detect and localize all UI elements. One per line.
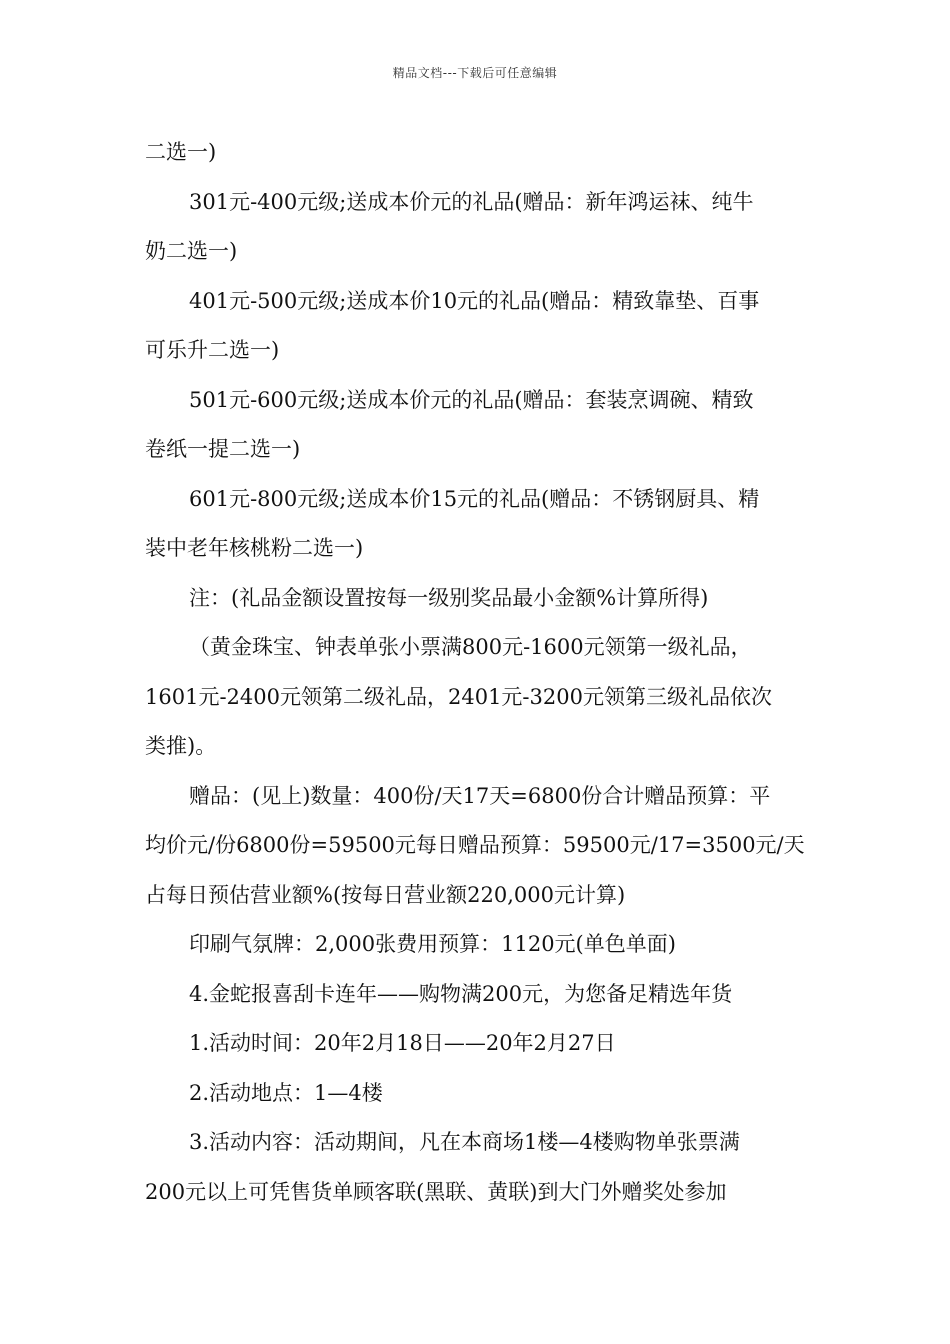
paragraph-line: 赠品：(见上)数量：400份/天17天=6800份合计赠品预算：平 (189, 783, 771, 808)
paragraph-line: 501元-600元级;送成本价元的礼品(赠品：套装烹调碗、精致 (189, 387, 754, 412)
list-item: 1.活动时间：20年2月18日——20年2月27日 (189, 1031, 616, 1055)
paragraph-line: 奶二选一) (145, 239, 238, 263)
section-heading: 4.金蛇报喜刮卡连年——购物满200元，为您备足精选年货 (189, 981, 733, 1006)
paragraph-line: 601元-800元级;送成本价15元的礼品(赠品：不锈钢厨具、精 (189, 486, 760, 511)
paragraph-line: 类推)。 (145, 734, 217, 758)
paragraph-line: 占每日预估营业额%(按每日营业额220,000元计算) (145, 882, 626, 907)
paragraph-line: 均价元/份6800份=59500元每日赠品预算：59500元/17=3500元/天 (145, 833, 805, 857)
paragraph-line: （黄金珠宝、钟表单张小票满800元-1600元领第一级礼品， (189, 635, 752, 659)
paragraph-line: 印刷气氛牌：2,000张费用预算：1120元(单色单面) (189, 932, 676, 956)
paragraph-line: 401元-500元级;送成本价10元的礼品(赠品：精致靠垫、百事 (189, 288, 760, 313)
list-item: 3.活动内容：活动期间，凡在本商场1楼—4楼购物单张票满 (189, 1130, 740, 1154)
paragraph-line: 装中老年核桃粉二选一) (145, 536, 364, 560)
paragraph-line: 301元-400元级;送成本价元的礼品(赠品：新年鸿运袜、纯牛 (189, 189, 754, 214)
paragraph-line: 可乐升二选一) (145, 338, 280, 362)
page-header: 精品文档---下载后可任意编辑 (392, 66, 558, 80)
paragraph-line: 二选一) (145, 140, 217, 164)
list-item: 2.活动地点：1—4楼 (189, 1080, 383, 1105)
paragraph-line: 200元以上可凭售货单顾客联(黑联、黄联)到大门外赠奖处参加 (145, 1179, 727, 1204)
paragraph-line: 卷纸一提二选一) (145, 437, 301, 461)
document-body (145, 128, 810, 1217)
paragraph-line: 注：(礼品金额设置按每一级别奖品最小金额%计算所得) (189, 585, 709, 610)
paragraph-line: 1601元-2400元领第二级礼品，2401元-3200元领第三级礼品依次 (145, 684, 772, 709)
